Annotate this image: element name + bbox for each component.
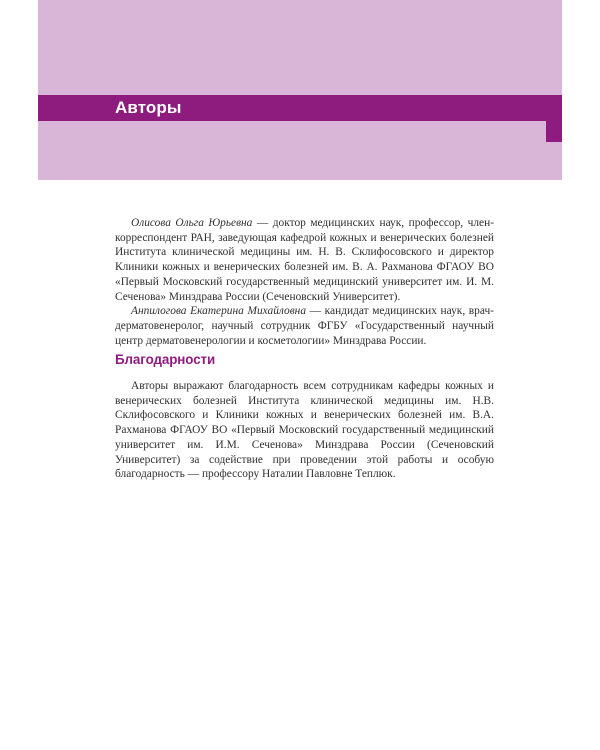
acknowledgments-section xyxy=(115,379,494,482)
author-description: — кандидат медицинских наук, врач-дерматовенеролог, научный сотрудник ФГБУ «Государственный научный центр дерматовенерологии и косметологии» Минздрава России. xyxy=(115,305,494,347)
authors-section xyxy=(115,216,494,348)
header-background xyxy=(38,0,562,180)
title-tab-marker xyxy=(546,95,562,142)
author-name: Анпилогова Екатерина Михайловна xyxy=(131,305,307,318)
acknowledgments-text: Авторы выражают благодарность всем сотрудникам кафедры кожных и венерических болезней Института клинической медицины им. Н.В. Склифосовского и Клиники кожных и венерических болезней им. В.А. Рахманова ФГАОУ ВО «Первый Московский государственный медицинский университет им. И.М. Сеченова» Минздрава России (Сеченовский Университет) за содействие при проведении этой работы и особую благодарность — профессору Наталии Павловне Теплюк. xyxy=(115,380,494,481)
page-title: Авторы xyxy=(115,98,182,117)
author-paragraph xyxy=(115,216,494,304)
author-paragraph xyxy=(115,304,494,348)
acknowledgments-heading: Благодарности xyxy=(115,352,216,367)
author-description: — доктор медицинских наук, профессор, член-корреспондент РАН, заведующая кафедрой кожных и венерических болезней Института клинической медицины им. Н. В. Склифосовского и директор Клиники кожных и венерических болезней им. В. А. Рахманова ФГАОУ ВО «Первый Московский государственный медицинский университет им. И. М. Сеченова» Минздрава России (Сеченовский Университет). xyxy=(115,217,494,303)
author-name: Олисова Ольга Юрьевна xyxy=(131,217,253,229)
